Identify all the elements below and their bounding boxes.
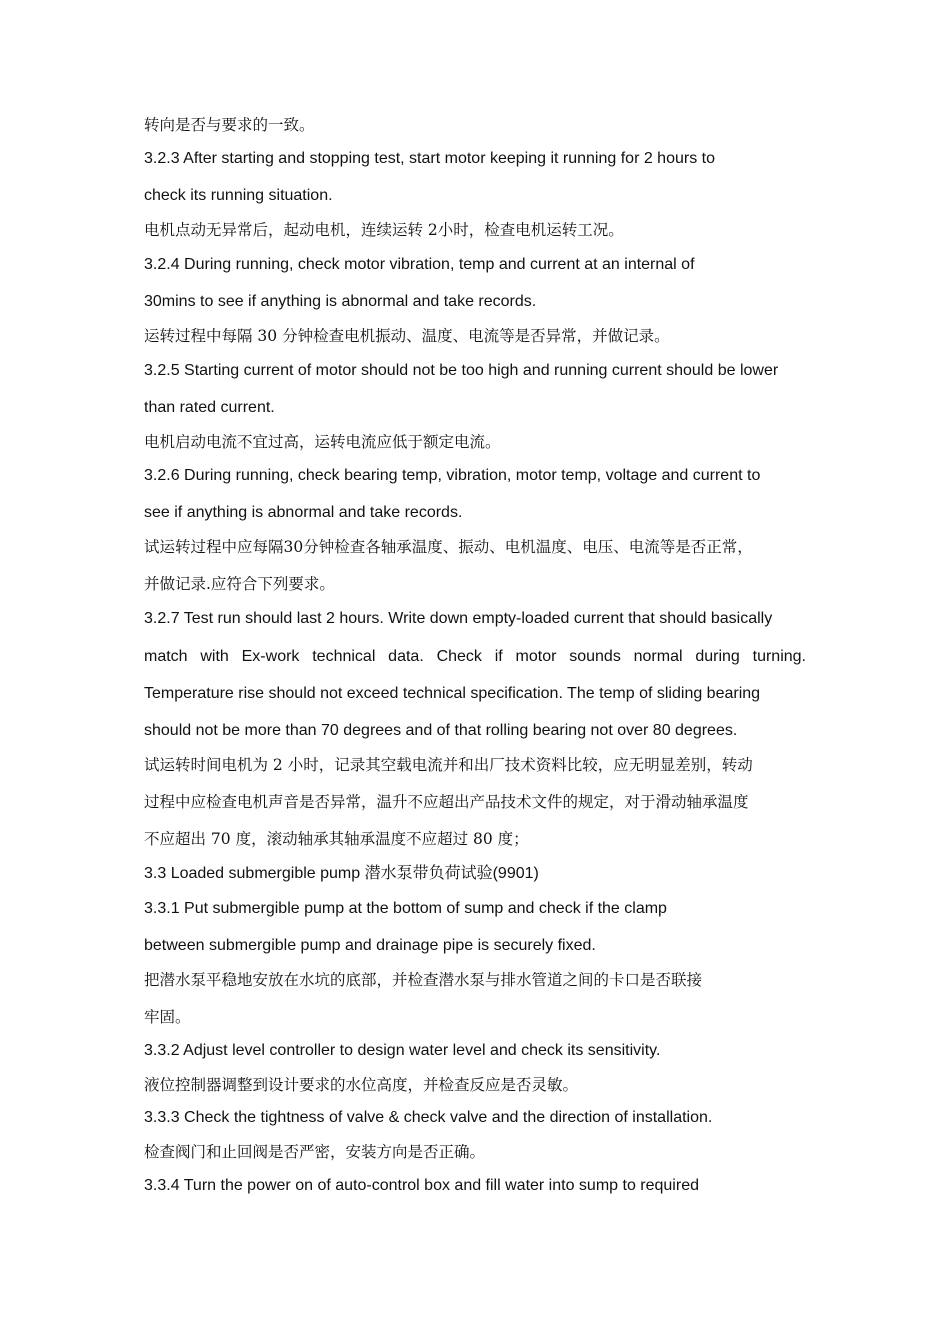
text-line: 把潜水泵平稳地安放在水坑的底部，并检查潜水泵与排水管道之间的卡口是否联接 bbox=[144, 971, 703, 989]
text-line: 并做记录.应符合下列要求。 bbox=[144, 575, 335, 593]
section-heading-3-2-6: 3.2.6 During running, check bearing temp, vibration, motor temp, voltage and current to bbox=[144, 467, 761, 484]
text-line: than rated current. bbox=[144, 399, 275, 416]
section-heading-3-2-5: 3.2.5 Starting current of motor should not be too high and running current should be lower bbox=[144, 362, 779, 379]
text-line: 试运转过程中应每隔30分钟检查各轴承温度、振动、电机温度、电压、电流等是否正常， bbox=[144, 538, 753, 556]
section-heading-3-3-2: 3.3.2 Adjust level controller to design water level and check its sensitivity. bbox=[144, 1042, 661, 1059]
text-line: 电机点动无异常后，起动电机，连续运转 2小时，检查电机运转工况。 bbox=[144, 221, 624, 239]
section-heading-3-3-3: 3.3.3 Check the tightness of valve & check valve and the direction of installation. bbox=[144, 1109, 713, 1126]
text-line: 运转过程中每隔 30 分钟检查电机振动、温度、电流等是否异常，并做记录。 bbox=[144, 327, 670, 345]
text-line: match with Ex-work technical data. Check if motor sounds normal during turning. bbox=[144, 648, 806, 665]
text-line: should not be more than 70 degrees and of that rolling bearing not over 80 degrees. bbox=[144, 722, 738, 739]
text-line: 试运转时间电机为 2 小时，记录其空载电流并和出厂技术资料比较，应无明显差别，转动 bbox=[144, 756, 753, 774]
section-heading-3-2-3: 3.2.3 After starting and stopping test, start motor keeping it running for 2 hours to bbox=[144, 150, 715, 167]
section-heading-3-2-4: 3.2.4 During running, check motor vibration, temp and current at an internal of bbox=[144, 256, 695, 273]
section-heading-3-2-7: 3.2.7 Test run should last 2 hours. Write down empty-loaded current that should basically bbox=[144, 610, 773, 627]
text-line: check its running situation. bbox=[144, 187, 333, 204]
text-line: 30mins to see if anything is abnormal and take records. bbox=[144, 293, 537, 310]
text-line: 不应超出 70 度，滚动轴承其轴承温度不应超过 80 度； bbox=[144, 830, 529, 848]
text-line: Temperature rise should not exceed technical specification. The temp of sliding bearing bbox=[144, 685, 761, 702]
section-heading-3-3-4: 3.3.4 Turn the power on of auto-control box and fill water into sump to required bbox=[144, 1177, 699, 1194]
text-line: 电机启动电流不宜过高，运转电流应低于额定电流。 bbox=[144, 433, 501, 451]
text-line: 检查阀门和止回阀是否严密，安装方向是否正确。 bbox=[144, 1143, 486, 1161]
section-heading-3-3: 3.3 Loaded submergible pump 潜水泵带负荷试验(9901) bbox=[144, 865, 539, 882]
text-line: 液位控制器调整到设计要求的水位高度，并检查反应是否灵敏。 bbox=[144, 1076, 579, 1094]
text-line: 转向是否与要求的一致。 bbox=[144, 116, 315, 134]
text-line: between submergible pump and drainage pipe is securely fixed. bbox=[144, 937, 596, 954]
text-line: 牢固。 bbox=[144, 1008, 191, 1026]
text-line: 过程中应检查电机声音是否异常，温升不应超出产品技术文件的规定，对于滑动轴承温度 bbox=[144, 793, 749, 811]
section-heading-3-3-1: 3.3.1 Put submergible pump at the bottom of sump and check if the clamp bbox=[144, 900, 667, 917]
text-line: see if anything is abnormal and take records. bbox=[144, 504, 463, 521]
